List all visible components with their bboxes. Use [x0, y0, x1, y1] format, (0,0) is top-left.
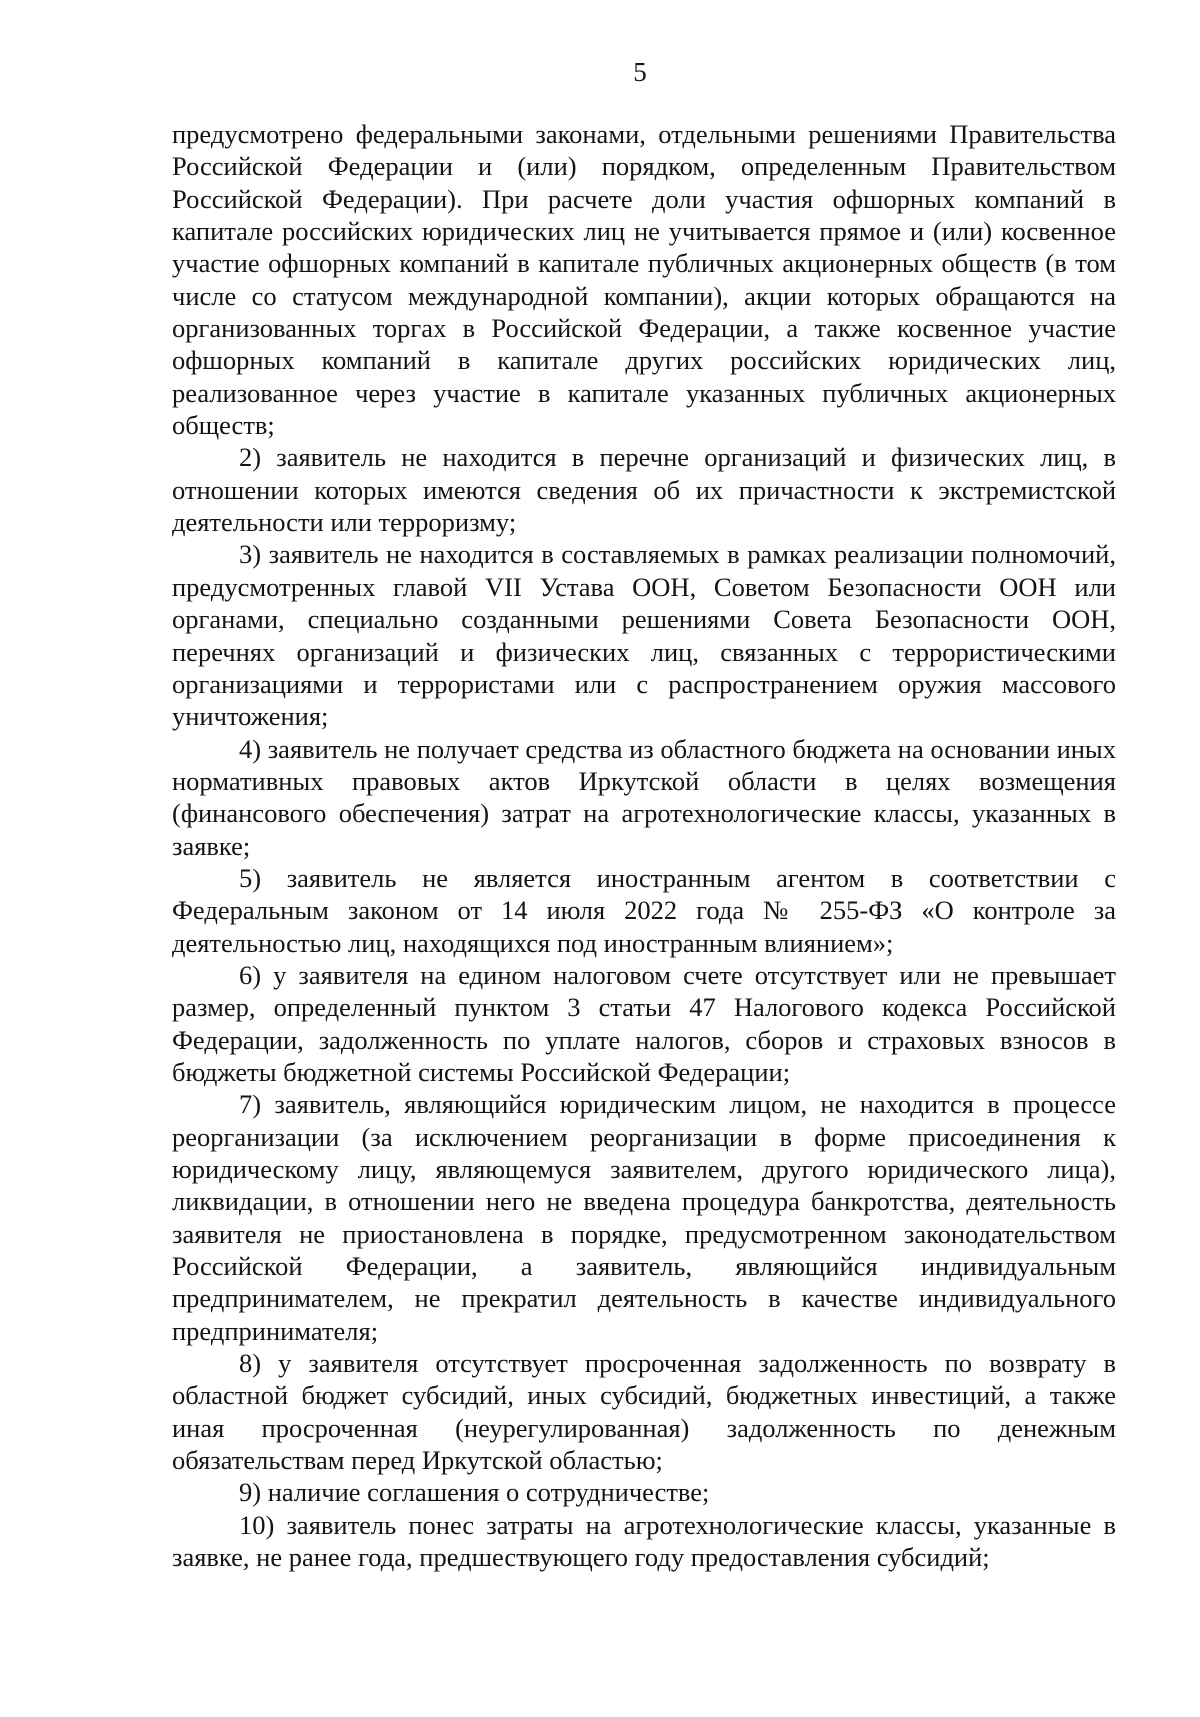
paragraph-item-4: 4) заявитель не получает средства из областного бюджета на основании иных нормативных правовых актов Иркутской области в целях возмещения (финансового обеспечения) затрат на агротехнологические классы, указанных в заявке; [172, 733, 1116, 861]
paragraph-item-6: 6) у заявителя на едином налоговом счете отсутствует или не превышает размер, определенный пунктом 3 статьи 47 Налогового кодекса Российской Федерации, задолженность по уплате налогов, сборов и страховых взносов в бюджеты бюджетной системы Российской Федерации; [172, 959, 1116, 1087]
paragraph-item-10: 10) заявитель понес затраты на агротехнологические классы, указанные в заявке, не ранее года, предшествующего году предоставления субсидий; [172, 1509, 1116, 1573]
paragraph-item-8: 8) у заявителя отсутствует просроченная задолженность по возврату в областной бюджет субсидий, иных субсидий, бюджетных инвестиций, а также иная просроченная (неурегулированная) задолженность по денежным обязательствам перед Иркутской областью; [172, 1348, 1116, 1476]
paragraph-item-5: 5) заявитель не является иностранным агентом в соответствии с Федеральным законом от 14 июля 2022 года № 255-ФЗ «О контроле за деятельностью лиц, находящихся под иностранным влиянием»; [172, 862, 1116, 958]
paragraph-item-3: 3) заявитель не находится в составляемых в рамках реализации полномочий, предусмотренных главой VII Устава ООН, Советом Безопасности ООН или органами, специально созданными решениями Совета Безопасности ООН, перечнях организаций и физических лиц, связанных с террористическими организациями и террористами или с распространением оружия массового уничтожения; [172, 539, 1116, 732]
paragraph-item-7: 7) заявитель, являющийся юридическим лицом, не находится в процессе реорганизации (за исключением реорганизации в форме присоединения к юридическому лицу, являющемуся заявителем, другого юридического лица), ликвидации, в отношении него не введена процедура банкротства, деятельность заявителя не приостановлена в порядке, предусмотренном законодательством Российской Федерации, а заявитель, являющийся индивидуальным предпринимателем, не прекратил деятельность в качестве индивидуального предпринимателя; [172, 1089, 1116, 1346]
document-body [172, 118, 1116, 1573]
paragraph-continuation: предусмотрено федеральными законами, отдельными решениями Правительства Российской Федерации и (или) порядком, определенным Правительством Российской Федерации). При расчете доли участия офшорных компаний в капитале российских юридических лиц не учитывается прямое и (или) косвенное участие офшорных компаний в капитале публичных акционерных обществ (в том числе со статусом международной компании), акции которых обращаются на организованных торгах в Российской Федерации, а также косвенное участие офшорных компаний в капитале других российских юридических лиц, реализованное через участие в капитале указанных публичных акционерных обществ; [172, 119, 1116, 441]
page-number: 5 [633, 57, 647, 87]
paragraph-item-9: 9) наличие соглашения о сотрудничестве; [239, 1477, 710, 1508]
paragraph-item-2: 2) заявитель не находится в перечне организаций и физических лиц, в отношении которых имеются сведения об их причастности к экстремистской деятельности или терроризму; [172, 442, 1116, 538]
